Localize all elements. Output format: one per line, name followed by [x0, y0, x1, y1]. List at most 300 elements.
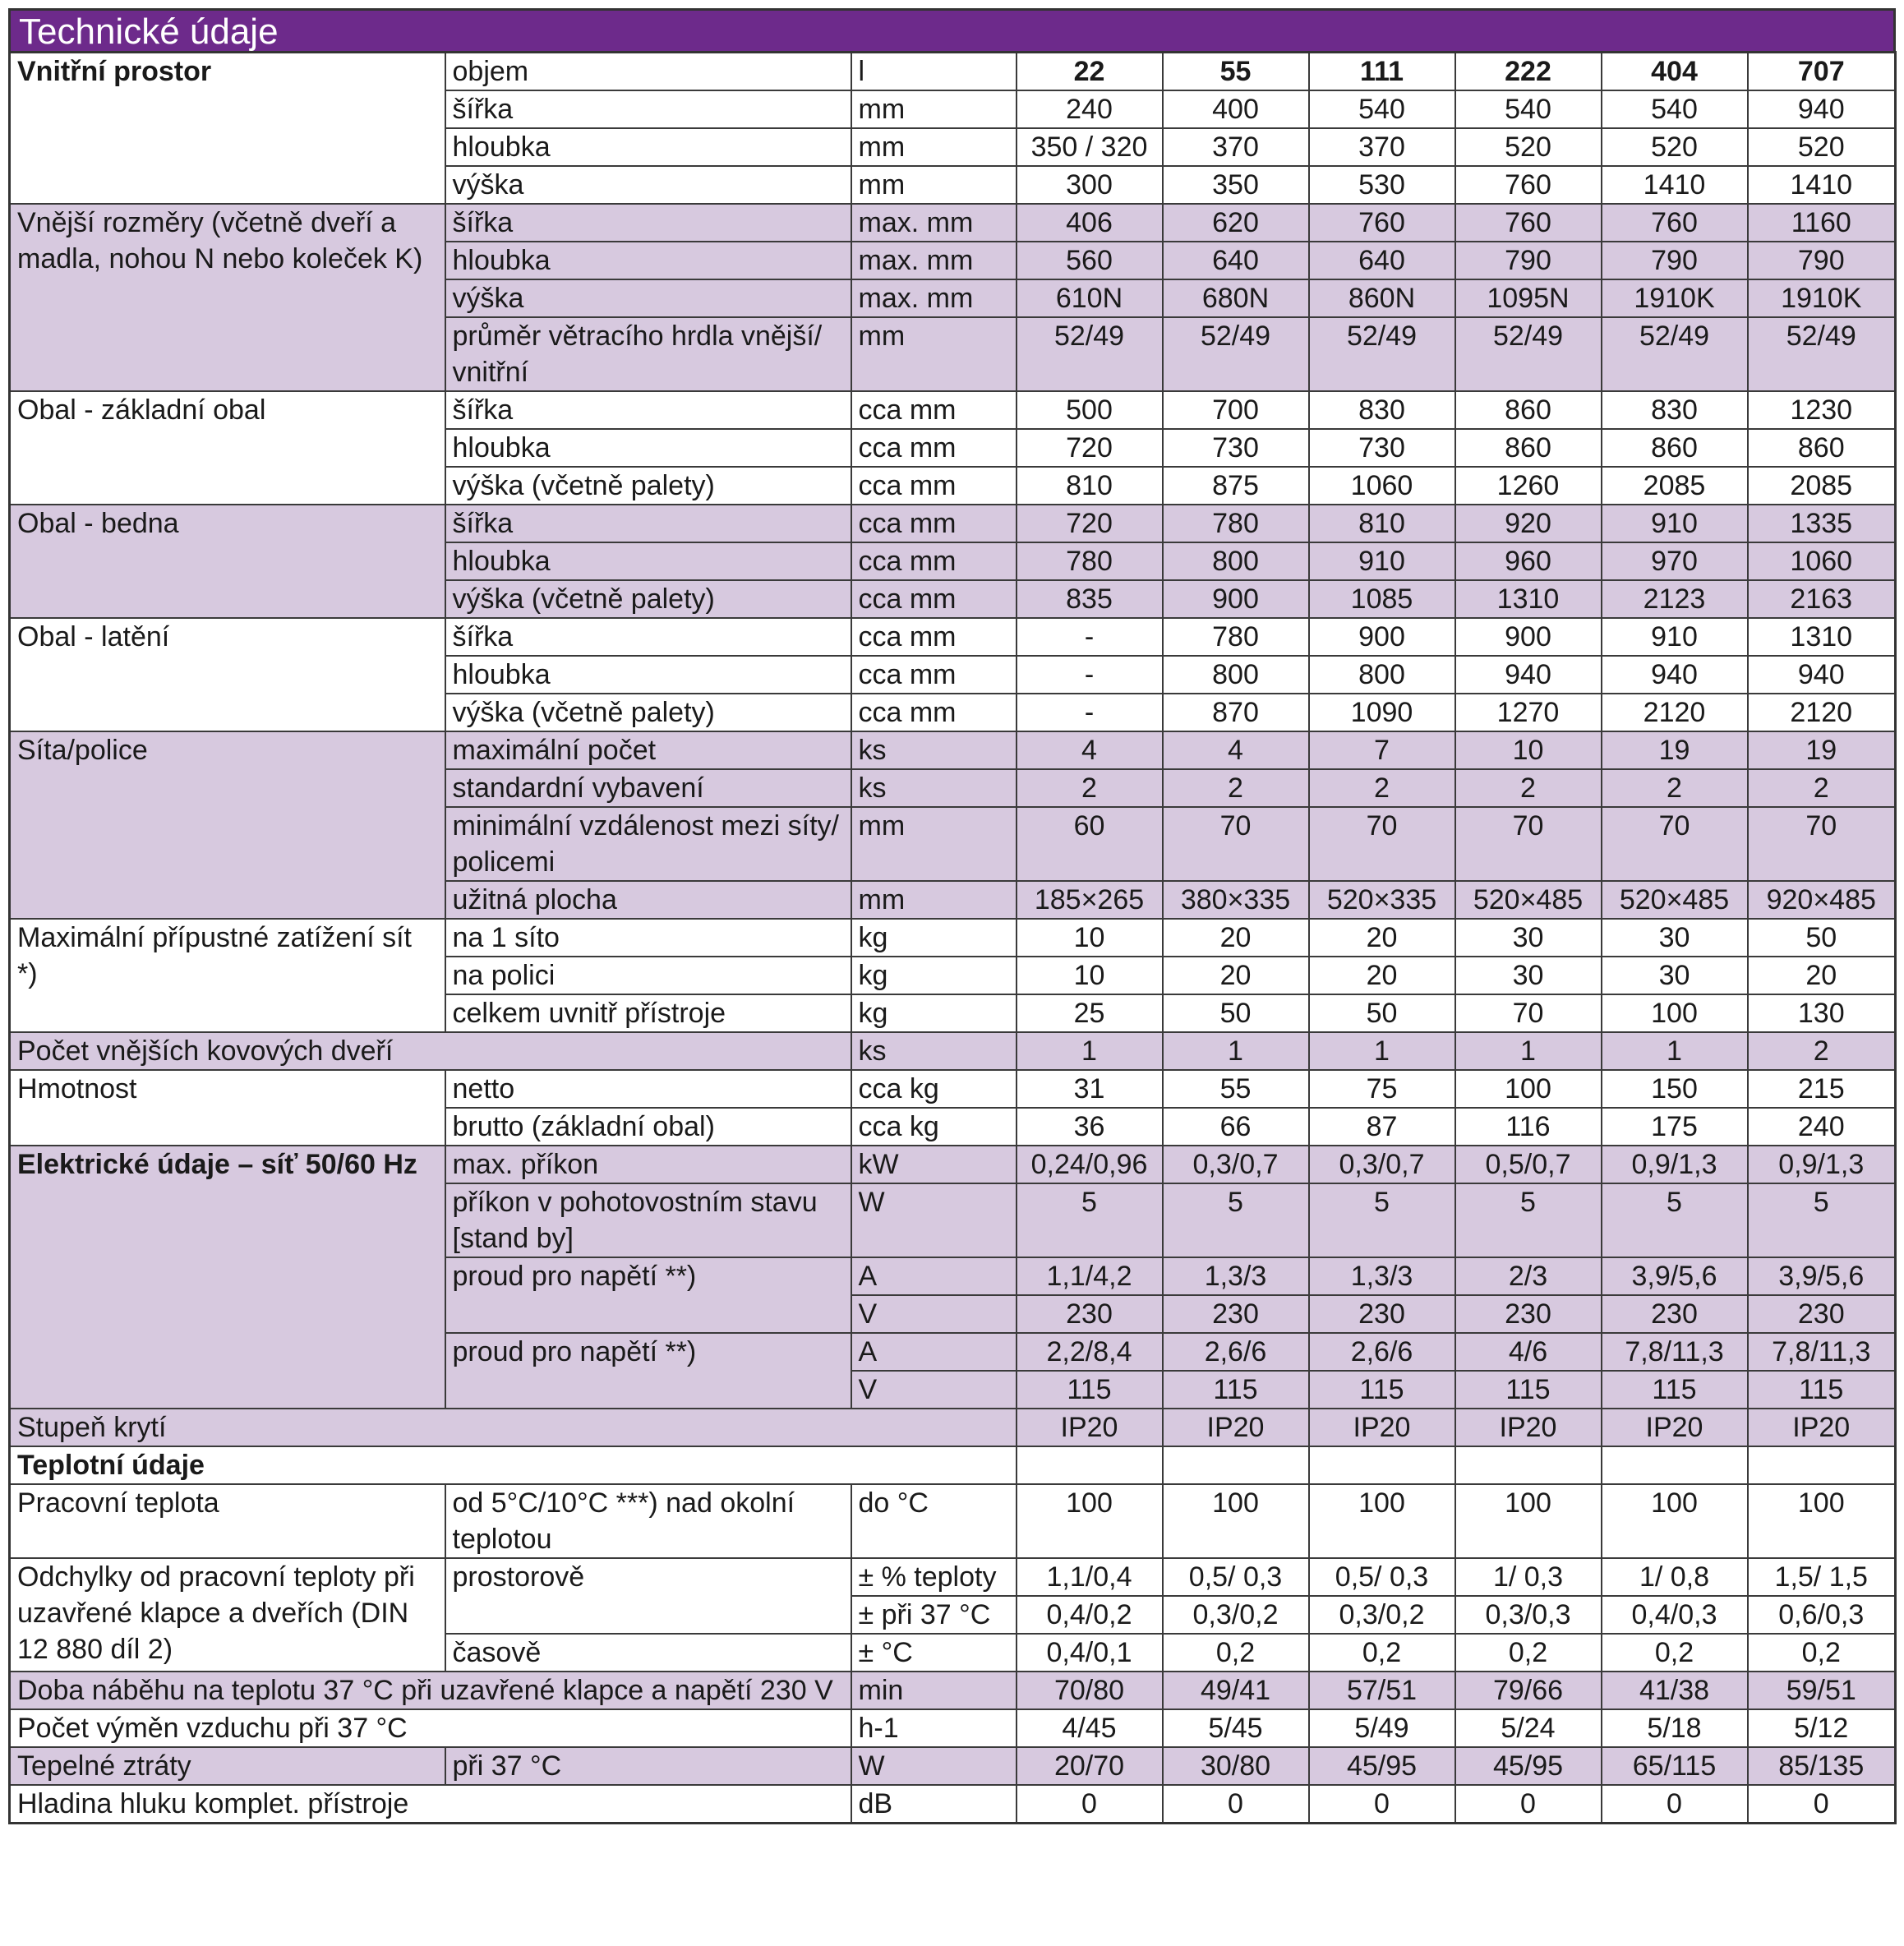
unit-cell: kW	[851, 1146, 1017, 1183]
value-cell: 0,5/ 0,3	[1163, 1558, 1309, 1596]
value-cell: 2120	[1748, 694, 1896, 731]
value-cell: 530	[1309, 166, 1455, 204]
value-cell: 4/45	[1017, 1709, 1163, 1747]
value-cell: 0,2	[1748, 1634, 1896, 1672]
value-cell: 2,2/8,4	[1017, 1333, 1163, 1371]
value-cell: 100	[1309, 1484, 1455, 1558]
value-cell: 1,3/3	[1163, 1257, 1309, 1295]
value-cell: 75	[1309, 1070, 1455, 1108]
value-cell: 2	[1748, 769, 1896, 807]
value-cell: 5	[1309, 1183, 1455, 1257]
value-cell: 70	[1163, 807, 1309, 881]
value-cell: 5/45	[1163, 1709, 1309, 1747]
value-cell	[1017, 1446, 1163, 1484]
parameter-label: výška	[445, 166, 851, 204]
unit-cell: W	[851, 1183, 1017, 1257]
value-cell: 5	[1748, 1183, 1896, 1257]
value-cell: 57/51	[1309, 1672, 1455, 1709]
value-cell: IP20	[1309, 1409, 1455, 1446]
table-row	[10, 618, 1896, 656]
value-cell: 2	[1602, 769, 1748, 807]
value-cell: 5/18	[1602, 1709, 1748, 1747]
value-cell: 5	[1602, 1183, 1748, 1257]
value-cell: 7,8/11,3	[1748, 1333, 1896, 1371]
value-cell: 70/80	[1017, 1672, 1163, 1709]
unit-cell: ks	[851, 769, 1017, 807]
table-row	[10, 1747, 1896, 1785]
value-cell: 720	[1017, 429, 1163, 467]
value-cell: 20/70	[1017, 1747, 1163, 1785]
value-cell: 0,6/0,3	[1748, 1596, 1896, 1634]
parameter-label: na polici	[445, 957, 851, 994]
value-cell: 3,9/5,6	[1748, 1257, 1896, 1295]
parameter-label: na 1 síto	[445, 919, 851, 957]
value-cell: 100	[1455, 1070, 1602, 1108]
value-cell: IP20	[1602, 1409, 1748, 1446]
value-cell: 1095N	[1455, 279, 1602, 317]
value-cell: 52/49	[1163, 317, 1309, 391]
unit-cell: V	[851, 1295, 1017, 1333]
parameter-label: při 37 °C	[445, 1747, 851, 1785]
value-cell: 1060	[1309, 467, 1455, 505]
value-cell: 406	[1017, 204, 1163, 242]
group-label: Hmotnost	[10, 1070, 445, 1146]
parameter-label: šířka	[445, 505, 851, 542]
value-cell: 30	[1602, 957, 1748, 994]
unit-cell: cca mm	[851, 618, 1017, 656]
parameter-label: standardní vybavení	[445, 769, 851, 807]
value-cell: 0,2	[1163, 1634, 1309, 1672]
value-cell: 730	[1309, 429, 1455, 467]
unit-cell: min	[851, 1672, 1017, 1709]
unit-cell: A	[851, 1333, 1017, 1371]
value-cell: 1335	[1748, 505, 1896, 542]
parameter-label: objem	[445, 53, 851, 91]
value-cell: 520×335	[1309, 881, 1455, 919]
value-cell: 620	[1163, 204, 1309, 242]
value-cell: 680N	[1163, 279, 1309, 317]
value-cell: 860	[1455, 391, 1602, 429]
value-cell: 5/12	[1748, 1709, 1896, 1747]
group-label: Elektrické údaje – síť 50/60 Hz	[10, 1146, 445, 1409]
value-cell: 780	[1163, 618, 1309, 656]
group-label: Vnější rozměry (včetně dveří a madla, nohou N nebo koleček K)	[10, 204, 445, 391]
value-cell: 875	[1163, 467, 1309, 505]
value-cell: 115	[1748, 1371, 1896, 1409]
value-cell: 4	[1017, 731, 1163, 769]
value-cell: 700	[1163, 391, 1309, 429]
value-cell: 2123	[1602, 580, 1748, 618]
unit-cell: W	[851, 1747, 1017, 1785]
value-cell: 70	[1748, 807, 1896, 881]
parameter-label: užitná plocha	[445, 881, 851, 919]
unit-cell: cca mm	[851, 391, 1017, 429]
value-cell: 100	[1602, 994, 1748, 1032]
value-cell: 52/49	[1017, 317, 1163, 391]
value-cell: 50	[1309, 994, 1455, 1032]
parameter-label: minimální vzdálenost mezi síty/ policemi	[445, 807, 851, 881]
value-cell: 2,6/6	[1309, 1333, 1455, 1371]
value-cell: 0	[1602, 1785, 1748, 1824]
value-cell: -	[1017, 618, 1163, 656]
value-cell: 50	[1163, 994, 1309, 1032]
value-cell: 0,24/0,96	[1017, 1146, 1163, 1183]
value-cell: 404	[1602, 53, 1748, 91]
sheet-title: Technické údaje	[8, 8, 1896, 51]
value-cell	[1163, 1446, 1309, 1484]
value-cell: IP20	[1748, 1409, 1896, 1446]
value-cell: 5/24	[1455, 1709, 1602, 1747]
value-cell: 4/6	[1455, 1333, 1602, 1371]
unit-cell: cca mm	[851, 542, 1017, 580]
value-cell: 2/3	[1455, 1257, 1602, 1295]
value-cell: 20	[1309, 919, 1455, 957]
value-cell: 22	[1017, 53, 1163, 91]
value-cell: 0	[1455, 1785, 1602, 1824]
unit-cell: kg	[851, 994, 1017, 1032]
value-cell: 100	[1017, 1484, 1163, 1558]
value-cell: 185×265	[1017, 881, 1163, 919]
group-label: Počet vnějších kovových dveří	[10, 1032, 851, 1070]
unit-cell: ± při 37 °C	[851, 1596, 1017, 1634]
table-row	[10, 204, 1896, 242]
value-cell: 790	[1748, 242, 1896, 279]
value-cell: 1	[1017, 1032, 1163, 1070]
parameter-label: celkem uvnitř přístroje	[445, 994, 851, 1032]
parameter-label: max. příkon	[445, 1146, 851, 1183]
value-cell: 79/66	[1455, 1672, 1602, 1709]
unit-cell: kg	[851, 957, 1017, 994]
group-label: Síta/police	[10, 731, 445, 919]
value-cell: 52/49	[1309, 317, 1455, 391]
table-row	[10, 1409, 1896, 1446]
value-cell: 1,1/0,4	[1017, 1558, 1163, 1596]
value-cell: IP20	[1455, 1409, 1602, 1446]
value-cell: 0,9/1,3	[1602, 1146, 1748, 1183]
value-cell: 0,4/0,3	[1602, 1596, 1748, 1634]
unit-cell: A	[851, 1257, 1017, 1295]
value-cell: 900	[1455, 618, 1602, 656]
table-row	[10, 1070, 1896, 1108]
unit-cell: mm	[851, 881, 1017, 919]
value-cell: 230	[1163, 1295, 1309, 1333]
unit-cell: ks	[851, 1032, 1017, 1070]
group-label: Pracovní teplota	[10, 1484, 445, 1558]
parameter-label: hloubka	[445, 242, 851, 279]
value-cell: 0,5/0,7	[1455, 1146, 1602, 1183]
parameter-label: prostorově	[445, 1558, 851, 1634]
table-row	[10, 731, 1896, 769]
unit-cell: mm	[851, 90, 1017, 128]
unit-cell: kg	[851, 919, 1017, 957]
parameter-label: průměr větracího hrdla vnější/ vnitřní	[445, 317, 851, 391]
unit-cell: cca mm	[851, 467, 1017, 505]
value-cell: 240	[1748, 1108, 1896, 1146]
value-cell: 900	[1309, 618, 1455, 656]
value-cell: 230	[1602, 1295, 1748, 1333]
value-cell: 810	[1017, 467, 1163, 505]
unit-cell: cca kg	[851, 1070, 1017, 1108]
value-cell: 0,2	[1455, 1634, 1602, 1672]
group-label: Maximální přípustné zatížení sít *)	[10, 919, 445, 1032]
parameter-label: hloubka	[445, 542, 851, 580]
value-cell: 85/135	[1748, 1747, 1896, 1785]
value-cell: 0,9/1,3	[1748, 1146, 1896, 1183]
value-cell: 800	[1163, 542, 1309, 580]
value-cell: 2085	[1748, 467, 1896, 505]
parameter-label: od 5°C/10°C ***) nad okolní teplotou	[445, 1484, 851, 1558]
value-cell: 70	[1455, 994, 1602, 1032]
unit-cell: max. mm	[851, 242, 1017, 279]
value-cell: 52/49	[1748, 317, 1896, 391]
value-cell: 970	[1602, 542, 1748, 580]
parameter-label: šířka	[445, 204, 851, 242]
value-cell: 175	[1602, 1108, 1748, 1146]
value-cell: 55	[1163, 1070, 1309, 1108]
value-cell: 5	[1455, 1183, 1602, 1257]
value-cell: 59/51	[1748, 1672, 1896, 1709]
value-cell: 2	[1309, 769, 1455, 807]
table-row	[10, 391, 1896, 429]
value-cell: -	[1017, 694, 1163, 731]
table-row	[10, 1032, 1896, 1070]
value-cell: 800	[1309, 656, 1455, 694]
value-cell: 2120	[1602, 694, 1748, 731]
parameter-label: proud pro napětí **)	[445, 1333, 851, 1409]
parameter-label: výška (včetně palety)	[445, 467, 851, 505]
unit-cell: dB	[851, 1785, 1017, 1824]
value-cell: 350	[1163, 166, 1309, 204]
value-cell: 780	[1163, 505, 1309, 542]
value-cell: 215	[1748, 1070, 1896, 1108]
value-cell: 49/41	[1163, 1672, 1309, 1709]
value-cell: 1310	[1455, 580, 1602, 618]
value-cell	[1455, 1446, 1602, 1484]
value-cell: IP20	[1163, 1409, 1309, 1446]
parameter-label: hloubka	[445, 128, 851, 166]
value-cell: 780	[1017, 542, 1163, 580]
value-cell: 50	[1748, 919, 1896, 957]
value-cell: 960	[1455, 542, 1602, 580]
value-cell: 115	[1455, 1371, 1602, 1409]
parameter-label: příkon v pohotovostním stavu [stand by]	[445, 1183, 851, 1257]
unit-cell: ± % teploty	[851, 1558, 1017, 1596]
value-cell: 52/49	[1602, 317, 1748, 391]
value-cell: 1,5/ 1,5	[1748, 1558, 1896, 1596]
value-cell: 52/49	[1455, 317, 1602, 391]
value-cell: 7,8/11,3	[1602, 1333, 1748, 1371]
value-cell: 860	[1748, 429, 1896, 467]
unit-cell: cca mm	[851, 656, 1017, 694]
value-cell: 1410	[1602, 166, 1748, 204]
value-cell: 19	[1602, 731, 1748, 769]
value-cell: 0	[1748, 1785, 1896, 1824]
value-cell	[1748, 1446, 1896, 1484]
value-cell: 222	[1455, 53, 1602, 91]
value-cell: 830	[1309, 391, 1455, 429]
unit-cell: ± °C	[851, 1634, 1017, 1672]
value-cell: 1	[1163, 1032, 1309, 1070]
value-cell: 1910K	[1748, 279, 1896, 317]
value-cell: 240	[1017, 90, 1163, 128]
parameter-label: brutto (základní obal)	[445, 1108, 851, 1146]
value-cell: -	[1017, 656, 1163, 694]
unit-cell: mm	[851, 807, 1017, 881]
value-cell: 1/ 0,3	[1455, 1558, 1602, 1596]
value-cell: 0,3/0,2	[1309, 1596, 1455, 1634]
value-cell: 30/80	[1163, 1747, 1309, 1785]
value-cell: 760	[1602, 204, 1748, 242]
value-cell: 860	[1602, 429, 1748, 467]
value-cell: 111	[1309, 53, 1455, 91]
parameter-label: časově	[445, 1634, 851, 1672]
parameter-label: šířka	[445, 90, 851, 128]
value-cell: 760	[1309, 204, 1455, 242]
value-cell: 0,3/0,3	[1455, 1596, 1602, 1634]
value-cell: 0,2	[1309, 1634, 1455, 1672]
parameter-label: šířka	[445, 391, 851, 429]
value-cell: 520×485	[1602, 881, 1748, 919]
value-cell: 10	[1455, 731, 1602, 769]
parameter-label: výška (včetně palety)	[445, 580, 851, 618]
value-cell: 20	[1309, 957, 1455, 994]
value-cell: 2,6/6	[1163, 1333, 1309, 1371]
value-cell: 60	[1017, 807, 1163, 881]
value-cell: 2	[1017, 769, 1163, 807]
parameter-label: proud pro napětí **)	[445, 1257, 851, 1333]
unit-cell: max. mm	[851, 204, 1017, 242]
unit-cell: mm	[851, 166, 1017, 204]
value-cell: 19	[1748, 731, 1896, 769]
value-cell: 65/115	[1602, 1747, 1748, 1785]
table-row	[10, 1709, 1896, 1747]
group-label: Stupeň krytí	[10, 1409, 1017, 1446]
value-cell: 0,4/0,2	[1017, 1596, 1163, 1634]
value-cell: 20	[1163, 919, 1309, 957]
table-row	[10, 53, 1896, 91]
value-cell: 55	[1163, 53, 1309, 91]
value-cell: 115	[1309, 1371, 1455, 1409]
value-cell: 520	[1455, 128, 1602, 166]
value-cell	[1602, 1446, 1748, 1484]
value-cell: 150	[1602, 1070, 1748, 1108]
value-cell: 1/ 0,8	[1602, 1558, 1748, 1596]
value-cell: 100	[1748, 1484, 1896, 1558]
value-cell: 31	[1017, 1070, 1163, 1108]
value-cell: 760	[1455, 166, 1602, 204]
unit-cell: l	[851, 53, 1017, 91]
value-cell: 370	[1163, 128, 1309, 166]
group-label: Obal - bedna	[10, 505, 445, 618]
parameter-label: hloubka	[445, 656, 851, 694]
unit-cell: mm	[851, 128, 1017, 166]
unit-cell: cca mm	[851, 505, 1017, 542]
value-cell: 2	[1455, 769, 1602, 807]
group-label: Hladina hluku komplet. přístroje	[10, 1785, 851, 1824]
value-cell: 70	[1309, 807, 1455, 881]
value-cell: 920×485	[1748, 881, 1896, 919]
group-label: Počet výměn vzduchu při 37 °C	[10, 1709, 851, 1747]
value-cell	[1309, 1446, 1455, 1484]
table-row	[10, 1558, 1896, 1596]
unit-cell: V	[851, 1371, 1017, 1409]
group-label: Vnitřní prostor	[10, 53, 445, 205]
value-cell: 940	[1602, 656, 1748, 694]
unit-cell: cca mm	[851, 429, 1017, 467]
value-cell: 900	[1163, 580, 1309, 618]
value-cell: 860	[1455, 429, 1602, 467]
value-cell: 30	[1455, 957, 1602, 994]
value-cell: 0	[1309, 1785, 1455, 1824]
value-cell: 70	[1455, 807, 1602, 881]
value-cell: 1	[1309, 1032, 1455, 1070]
value-cell: 640	[1163, 242, 1309, 279]
value-cell: 910	[1309, 542, 1455, 580]
value-cell: 25	[1017, 994, 1163, 1032]
value-cell: 380×335	[1163, 881, 1309, 919]
value-cell: 870	[1163, 694, 1309, 731]
value-cell: 520	[1748, 128, 1896, 166]
value-cell: 940	[1748, 90, 1896, 128]
value-cell: 115	[1602, 1371, 1748, 1409]
value-cell: 370	[1309, 128, 1455, 166]
value-cell: 835	[1017, 580, 1163, 618]
value-cell: 115	[1017, 1371, 1163, 1409]
value-cell: 230	[1455, 1295, 1602, 1333]
table-row	[10, 1785, 1896, 1824]
parameter-label: výška	[445, 279, 851, 317]
value-cell: 1	[1455, 1032, 1602, 1070]
value-cell: 707	[1748, 53, 1896, 91]
group-label: Obal - základní obal	[10, 391, 445, 505]
value-cell: 940	[1748, 656, 1896, 694]
value-cell: 20	[1163, 957, 1309, 994]
value-cell: IP20	[1017, 1409, 1163, 1446]
table-row	[10, 1446, 1896, 1484]
technical-data-table	[8, 51, 1897, 1824]
table-row	[10, 919, 1896, 957]
value-cell: 5	[1017, 1183, 1163, 1257]
value-cell: 0,4/0,1	[1017, 1634, 1163, 1672]
unit-cell: ks	[851, 731, 1017, 769]
unit-cell: cca mm	[851, 694, 1017, 731]
value-cell: 300	[1017, 166, 1163, 204]
value-cell: 1260	[1455, 467, 1602, 505]
parameter-label: šířka	[445, 618, 851, 656]
value-cell: 830	[1602, 391, 1748, 429]
table-row	[10, 505, 1896, 542]
value-cell: 10	[1017, 919, 1163, 957]
value-cell: 2	[1748, 1032, 1896, 1070]
value-cell: 7	[1309, 731, 1455, 769]
value-cell: 4	[1163, 731, 1309, 769]
value-cell: 66	[1163, 1108, 1309, 1146]
value-cell: 1310	[1748, 618, 1896, 656]
value-cell: 41/38	[1602, 1672, 1748, 1709]
value-cell: 800	[1163, 656, 1309, 694]
value-cell: 920	[1455, 505, 1602, 542]
group-label: Tepelné ztráty	[10, 1747, 445, 1785]
unit-cell: cca kg	[851, 1108, 1017, 1146]
value-cell: 0,3/0,2	[1163, 1596, 1309, 1634]
value-cell: 115	[1163, 1371, 1309, 1409]
unit-cell: h-1	[851, 1709, 1017, 1747]
value-cell: 0,5/ 0,3	[1309, 1558, 1455, 1596]
parameter-label: výška (včetně palety)	[445, 694, 851, 731]
parameter-label: maximální počet	[445, 731, 851, 769]
value-cell: 0	[1163, 1785, 1309, 1824]
value-cell: 230	[1748, 1295, 1896, 1333]
